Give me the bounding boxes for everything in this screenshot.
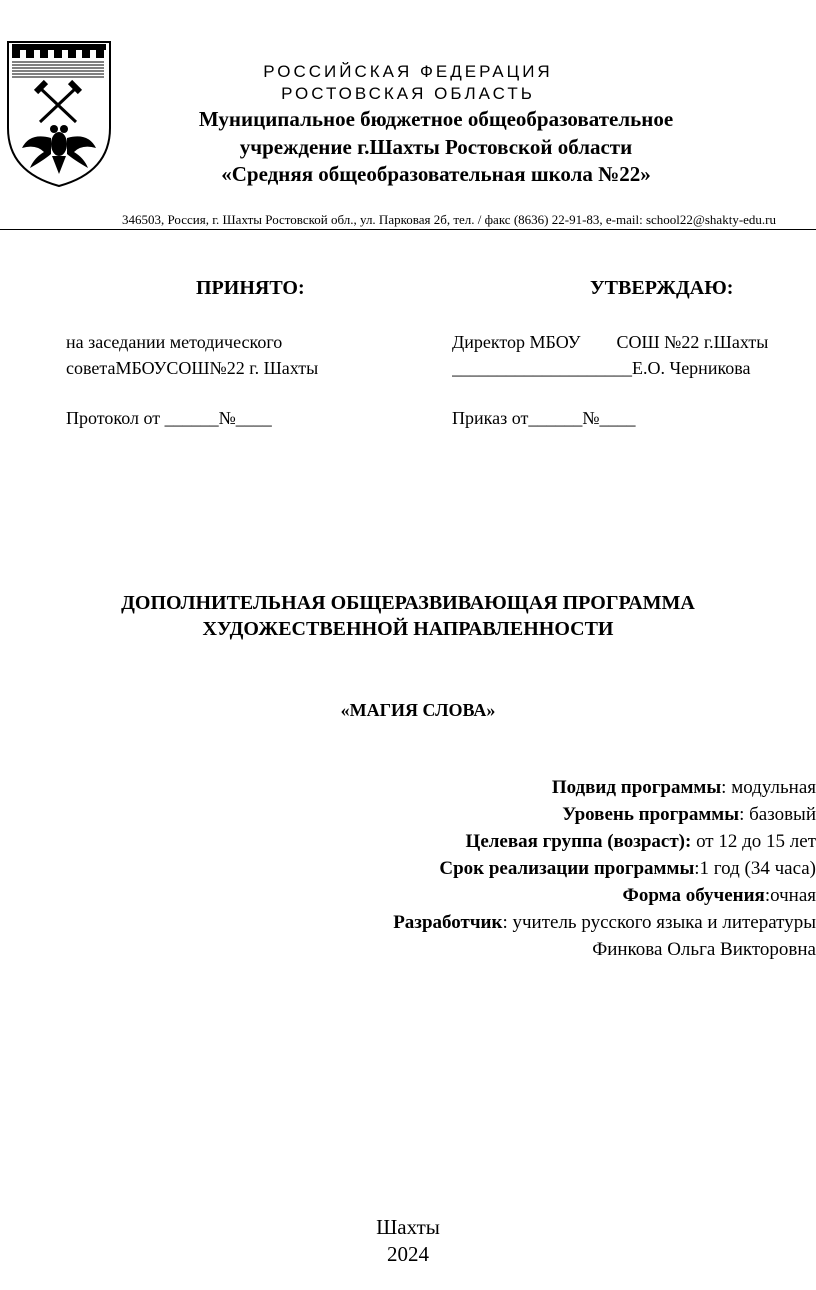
org-name-line2: учреждение г.Шахты Ростовской области <box>239 135 633 159</box>
org-name-line3: «Средняя общеобразовательная школа №22» <box>221 162 651 186</box>
accepted-line2: советаМБОУСОШ№22 г. Шахты <box>66 358 319 378</box>
accepted-title: ПРИНЯТО: <box>196 277 305 299</box>
detail-level <box>562 801 816 828</box>
approved-title: УТВЕРЖДАЮ: <box>590 277 734 299</box>
detail-form-value: :очная <box>764 885 816 906</box>
region-header: РОСТОВСКАЯ ОБЛАСТЬ <box>281 84 535 103</box>
detail-term-value: :1 год (34 часа) <box>694 858 816 879</box>
program-name: «МАГИЯ СЛОВА» <box>340 700 496 720</box>
accepted-protocol: Протокол от ______№____ <box>66 408 272 428</box>
detail-level-label: Уровень программы <box>562 804 740 825</box>
detail-author-value: : учитель русского языка и литературы <box>502 912 816 933</box>
detail-subtype-value: : модульная <box>721 777 816 798</box>
footer-year: 2024 <box>387 1242 429 1266</box>
approved-line2: ____________________Е.О. Черникова <box>452 358 751 378</box>
footer-city: Шахты <box>376 1215 440 1239</box>
detail-term-label: Срок реализации программы <box>439 858 695 879</box>
detail-subtype-label: Подвид программы <box>551 777 722 798</box>
detail-author <box>393 909 816 936</box>
approved-line1: Директор МБОУ СОШ №22 г.Шахты <box>452 332 769 352</box>
school-address: 346503, Россия, г. Шахты Ростовской обл., ул. Парковая 2б, тел. / факс (8636) 22-91-83, e-mail: school22@shakty-edu.ru <box>121 212 776 227</box>
country-header: РОССИЙСКАЯ ФЕДЕРАЦИЯ <box>263 62 553 81</box>
accepted-line1: на заседании методического <box>66 332 283 352</box>
detail-author-name: Финкова Ольга Викторовна <box>592 939 816 960</box>
detail-level-value: : базовый <box>739 804 816 825</box>
detail-group-value: от 12 до 15 лет <box>691 831 816 852</box>
detail-subtype <box>552 774 816 801</box>
org-name-line1: Муниципальное бюджетное общеобразовательное <box>198 107 674 131</box>
detail-author-label: Разработчик <box>393 912 503 933</box>
program-title-line2: ХУДОЖЕСТВЕННОЙ НАПРАВЛЕННОСТИ <box>202 618 614 640</box>
detail-term <box>439 855 816 882</box>
detail-form-label: Форма обучения <box>622 885 765 906</box>
detail-group <box>466 828 816 855</box>
detail-group-label: Целевая группа (возраст): <box>465 831 692 852</box>
approved-order: Приказ от______№____ <box>452 408 636 428</box>
detail-form <box>623 882 816 909</box>
program-title-line1: ДОПОЛНИТЕЛЬНАЯ ОБЩЕРАЗВИВАЮЩАЯ ПРОГРАММА <box>121 592 695 614</box>
header-divider <box>0 229 816 230</box>
